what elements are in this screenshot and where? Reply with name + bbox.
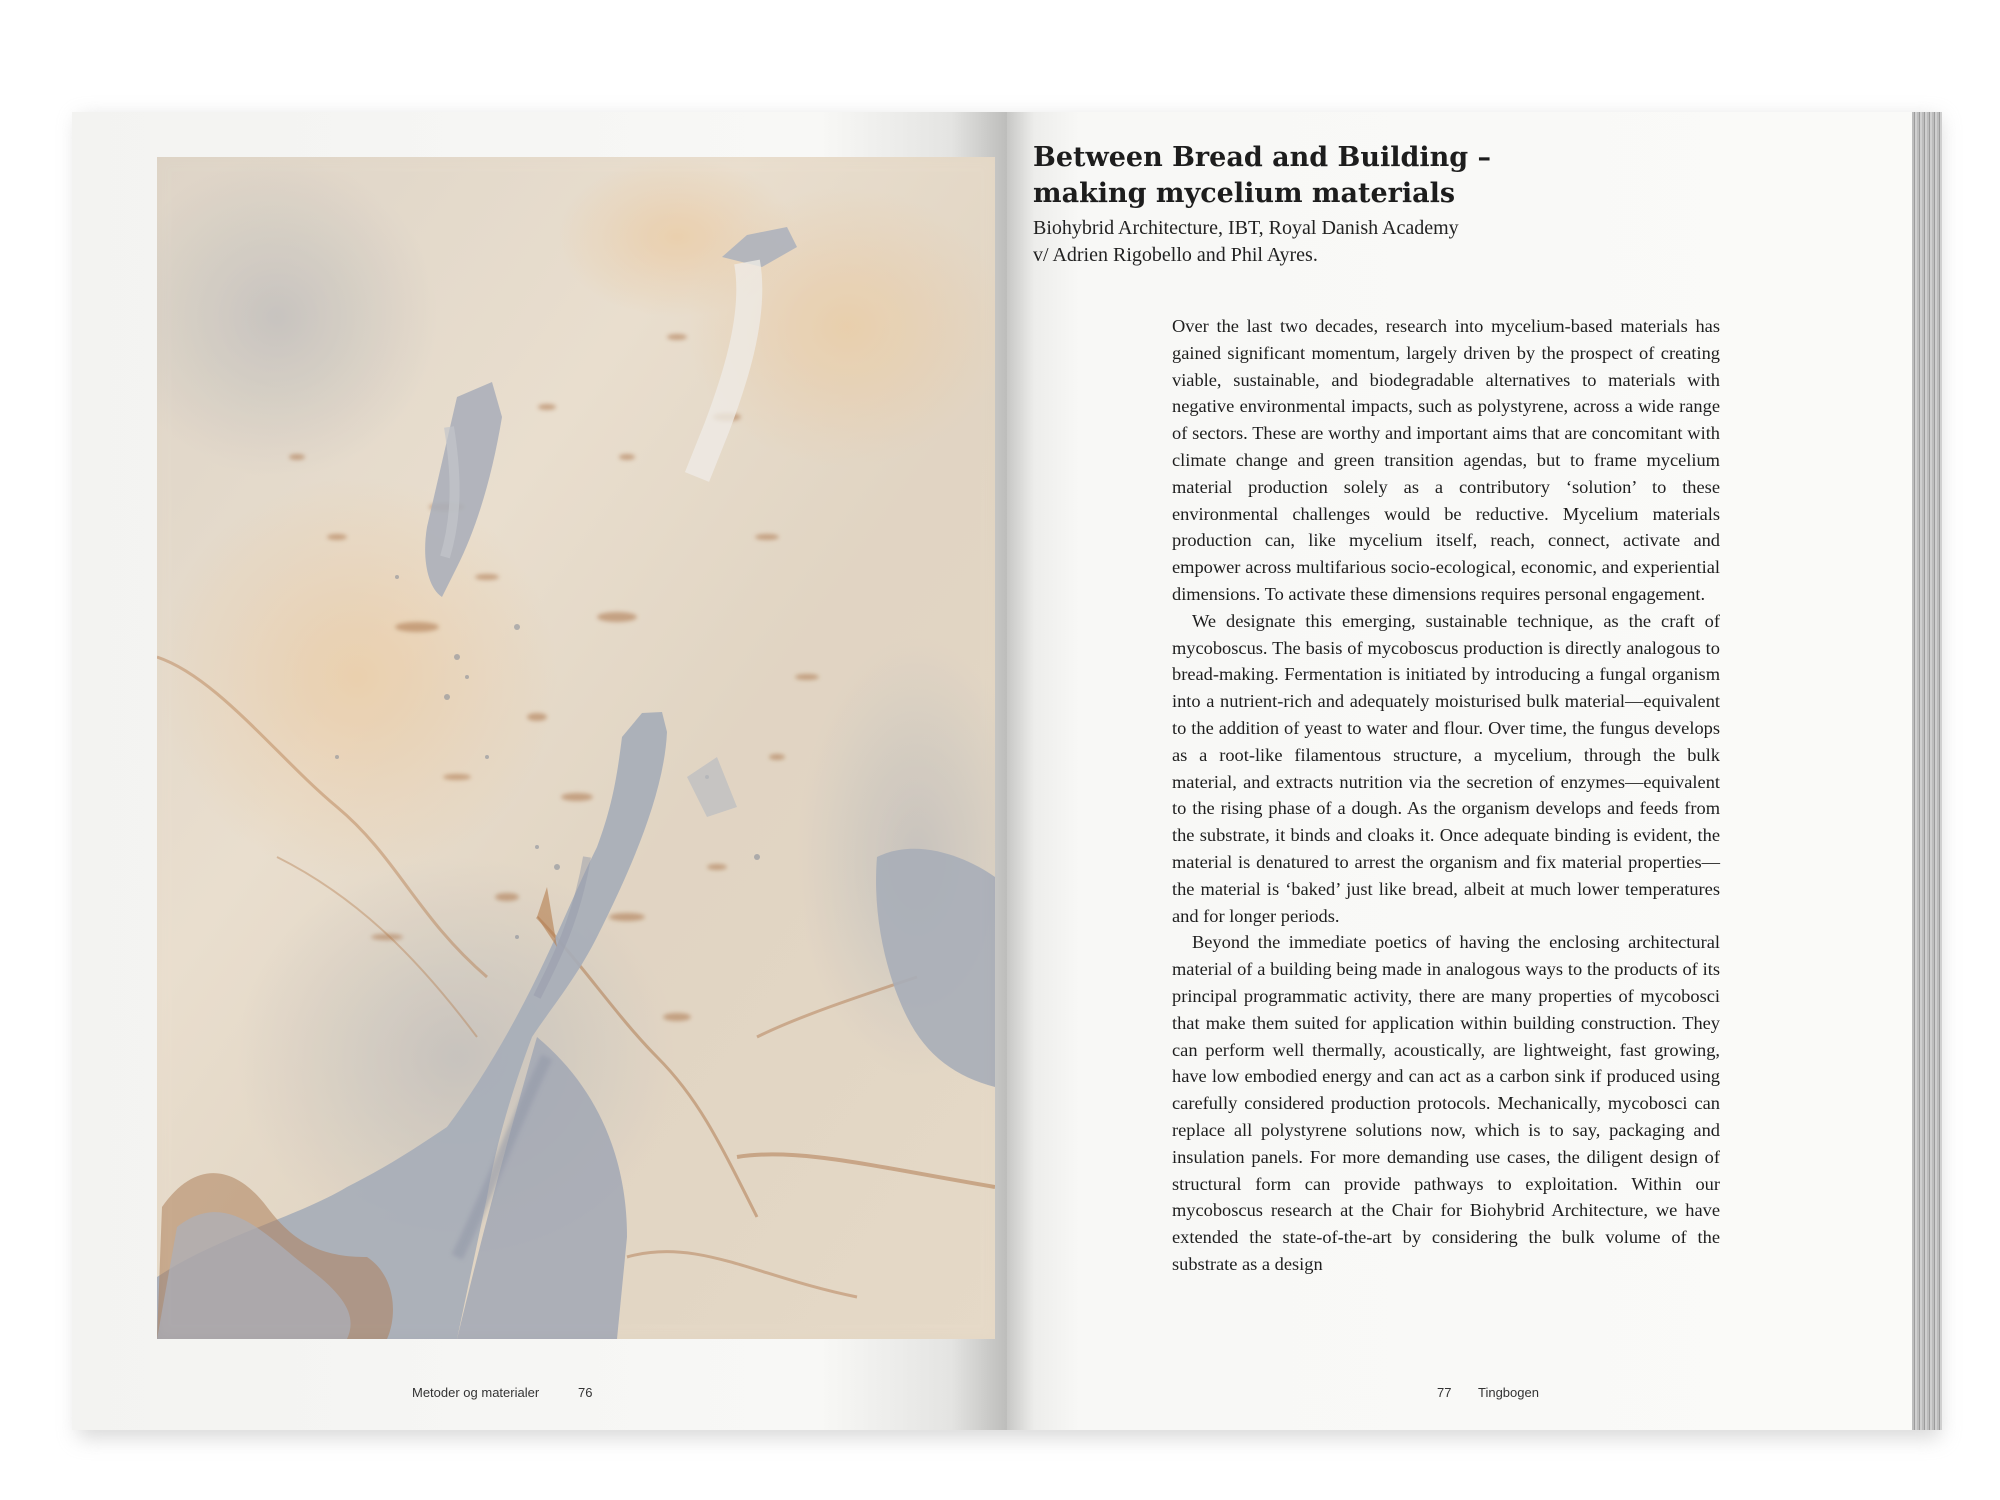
right-page-number: 77	[1437, 1385, 1452, 1400]
body-paragraph: We designate this emerging, sustainable technique, as the craft of mycoboscus. The basis of mycoboscus production is directly analogous to bread-making. Fermentation is initiated by introducing a fungal organism into a nutrient-rich and adequately moisturised bulk material—equivalent to the addition of yeast to water and flour. Over time, the fungus develops as a root-like filamentous structure, a mycelium, through the bulk material, and extracts nutrition via the secretion of enzymes—equivalent to the rising phase of a dough. As the organism develops and feeds from the substrate, it binds and cloaks it. Once adequate binding is evident, the material is denatured to arrest the organism and fix material properties—the material is ‘baked’ just like bread, albeit at much lower temperatures and for longer periods.	[1172, 610, 1720, 926]
mycelium-surface-photo	[157, 157, 995, 1339]
body-paragraph: Beyond the immediate poetics of having the enclosing architectural material of a building being made in analogous ways to the products of its principal programmatic activity, there are many properties of mycobosci that make them suited for application within building construction. They can perform well thermally, acoustically, are lightweight, fast growing, have low embodied energy and can act as a carbon sink if produced using carefully considered production protocols. Mechanically, mycobosci can replace all polystyrene solutions now, which is to say, packaging and insulation panels. For more demanding use cases, the diligent design of structural form can provide pathways to exploitation. Within our mycoboscus research at the Chair for Biohybrid Architecture, we have extended the state-of-the-art by considering the bulk volume of the substrate as a design	[1172, 932, 1720, 1274]
byline-authors: v/ Adrien Rigobello and Phil Ayres.	[1033, 244, 1318, 266]
byline-affiliation: Biohybrid Architecture, IBT, Royal Danish Academy	[1033, 217, 1459, 239]
left-page-number: 76	[578, 1385, 593, 1400]
page-edges	[1912, 112, 1942, 1430]
title-line-1: Between Bread and Building –	[1033, 142, 1492, 173]
right-footer-section: Tingbogen	[1478, 1385, 1539, 1400]
article-body	[1172, 313, 1720, 1278]
title-line-2: making mycelium materials	[1033, 178, 1456, 209]
left-footer-section: Metoder og materialer	[412, 1385, 540, 1400]
article-title	[1033, 140, 1633, 212]
body-paragraph: Over the last two decades, research into mycelium-based materials has gained significant momentum, largely driven by the prospect of creating viable, sustainable, and biodegradable alternatives to materials with negative environmental impacts, such as polystyrene, across a wide range of sectors. These are worthy and important aims that are concomitant with climate change and green transition agendas, but to frame mycelium material production solely as a contributory ‘solution’ to these environmental challenges would be reductive. Mycelium materials production can, like mycelium itself, reach, connect, activate and empower across multifarious socio-ecological, economic, and experiential dimensions. To activate these dimensions requires personal engagement.	[1172, 316, 1720, 604]
article-byline	[1033, 215, 1633, 269]
